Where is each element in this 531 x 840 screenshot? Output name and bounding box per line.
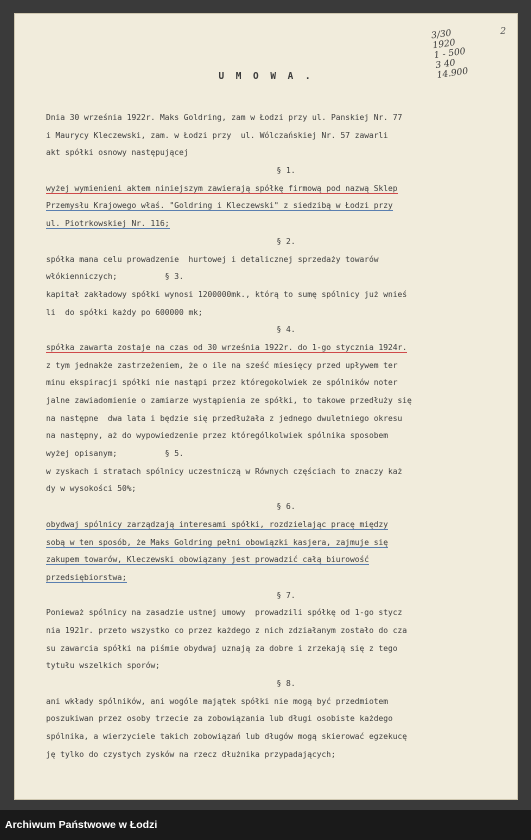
body-line: dy w wysokości 50%;	[46, 484, 137, 494]
body-line: minu ekspiracji spółki nie nastąpi przez któregokolwiek ze spólników noter	[46, 378, 398, 388]
section-heading: § 7.	[276, 590, 296, 600]
body-line: su zawarcia spółki na piśmie obydwaj uznają za dobre i zrzekają się z tego	[46, 643, 398, 653]
body-line	[46, 339, 506, 357]
underlined-text: przedsiębiorstwa;	[46, 572, 127, 582]
body-line: ani wkłady spólników, ani wogóle majątek spółki nie mogą być przedmiotem	[46, 696, 389, 706]
page-number: 2	[500, 27, 506, 37]
body-line: tytułu wszelkich sporów;	[46, 661, 161, 671]
body-line: ję tylko do czystych zysków na rzecz dłużnika przypadających;	[46, 749, 336, 759]
body-line: Dnia 30 września 1922r. Maks Goldring, zam w Łodzi przy ul. Panskiej Nr. 77	[46, 113, 403, 122]
underlined-text: zakupem towarów, Kleczewski obowiązany jest prowadzić całą biurowość	[46, 555, 370, 565]
body-line: Ponieważ spólnicy na zasadzie ustnej umowy prowadzili spółkę od 1-go stycz	[46, 608, 403, 618]
section-heading: § 1.	[276, 166, 296, 176]
archive-footer: Archiwum Państwowe w Łodzi	[0, 810, 531, 840]
body-line: spólnika, a wierzyciele takich zobowiązań lub długów mogą skierować egzekucę	[46, 732, 408, 742]
body-line: spółka mana celu prowadzenie hurtowej i detalicznej sprzedaży towarów	[46, 254, 379, 264]
body-line: nia 1921r. przeto wszystko co przez każdego z nich zdziałanym zostało do cza	[46, 625, 408, 635]
body-line	[46, 516, 506, 534]
body-line: w zyskach i stratach spólnicy uczestniczą w Równych częściach to znaczy każ	[46, 466, 403, 476]
underlined-text: wyżej wymienieni aktem niniejszym zawierają spółkę firmową pod nazwą Sklep	[46, 183, 398, 193]
body-line: li do spółki każdy po 600000 mk;	[46, 307, 203, 317]
underlined-text: Przemysłu Krajowego właś. "Goldring i Kleczewski" z siedzibą w Łodzi przy	[46, 201, 393, 211]
body-line: jalne zawiadomienie o zamiarze wystąpienia ze spółki, to takowe przedłuży się	[46, 396, 412, 405]
body-line: włókienniczych; § 3.	[46, 272, 184, 282]
document-title: U M O W A .	[218, 71, 314, 82]
document-body	[46, 109, 506, 763]
section-heading: § 2.	[276, 236, 296, 246]
body-line: na następny, aż do wypowiedzenie przez którególkolwiek spólnika sposobem	[46, 431, 389, 441]
body-line: kapitał zakładowy spółki wynosi 1200000mk., którą to sumę spólnicy już wnieś	[46, 289, 408, 299]
document-page	[14, 13, 518, 800]
underlined-text: obydwaj spólnicy zarządzają interesami spółki, rozdzielając pracę między	[46, 519, 389, 529]
underlined-text: ul. Piotrkowskiej Nr. 116;	[46, 219, 170, 229]
body-line	[46, 197, 506, 215]
body-line	[46, 534, 506, 552]
underlined-text: spółka zawarta zostaje na czas od 30 września 1922r. do 1-go stycznia 1924r.	[46, 342, 408, 352]
body-line: poszukiwan przez osoby trzecie za zobowiązania lub długi osobiste każdego	[46, 714, 393, 724]
body-line	[46, 215, 506, 233]
section-heading: § 8.	[276, 679, 296, 688]
body-line: i Maurycy Kleczewski, zam. w Łodzi przy ul. Wólczańskiej Nr. 57 zawarli	[46, 130, 389, 140]
section-heading: § 4.	[276, 325, 296, 335]
section-heading: § 6.	[276, 502, 296, 512]
body-line	[46, 180, 506, 198]
handwritten-note-text: 3/30 1920 1 - 500 3 40 14.900	[430, 28, 469, 81]
body-line	[46, 569, 506, 587]
underlined-text: sobą w ten sposób, że Maks Goldring pełni obowiązki kasjera, zajmuje się	[46, 537, 389, 547]
handwritten-note	[432, 25, 518, 95]
body-line: na następne dwa lata i będzie się przedłużała z jednego dwuletniego okresu	[46, 413, 403, 423]
body-line	[46, 551, 506, 569]
body-line: akt spółki osnowy następującej	[46, 148, 189, 158]
body-line: z tym jednakże zastrzeżeniem, że o ile na sześć miesięcy przed upływem ter	[46, 360, 398, 370]
body-line: wyżej opisanym; § 5.	[46, 449, 184, 459]
